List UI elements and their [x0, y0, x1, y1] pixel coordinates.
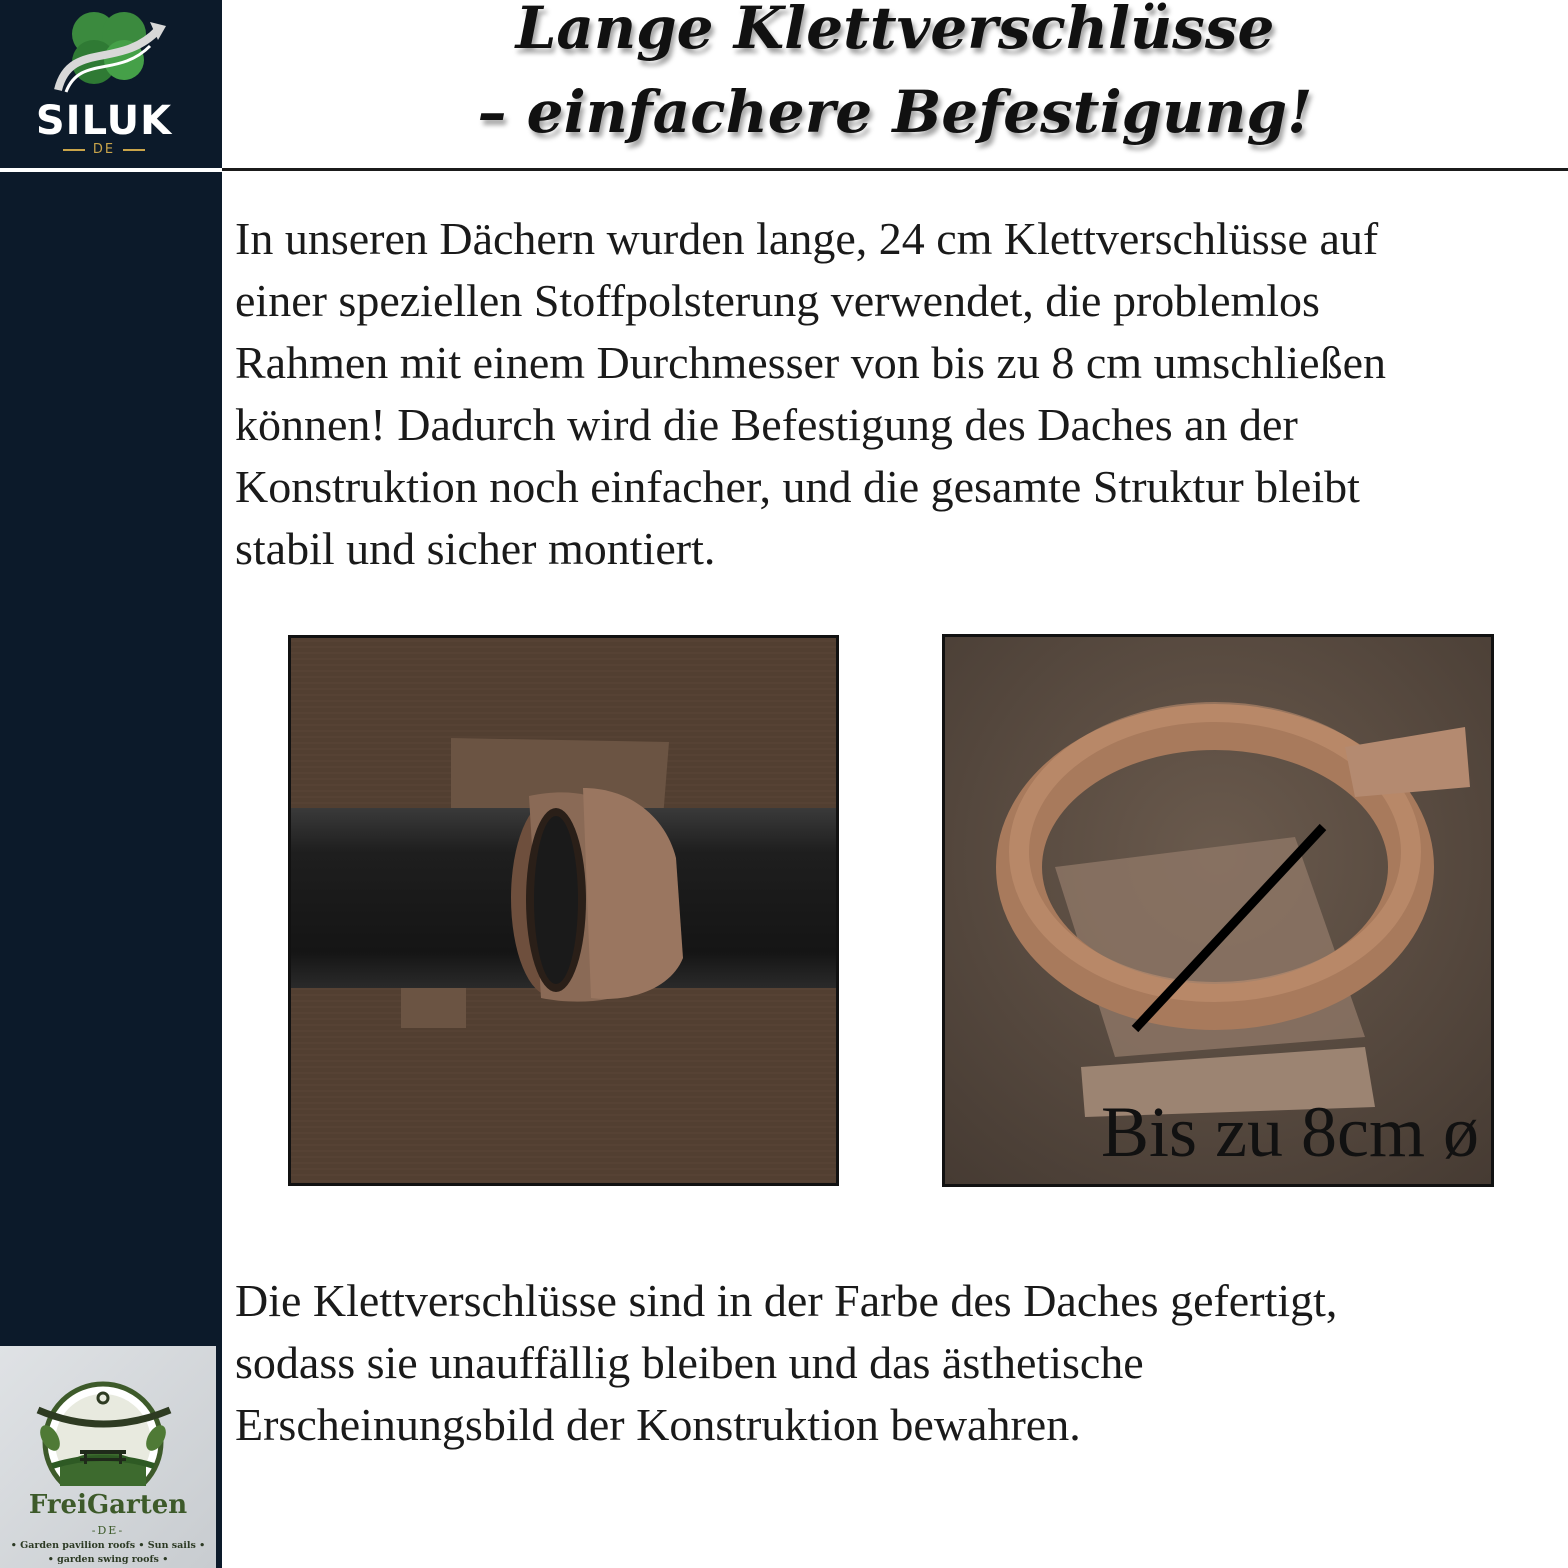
intro-line: Rahmen mit einem Durchmesser von bis zu 8 cm umschließen [235, 337, 1387, 388]
partner-sub: -DE- [91, 1524, 125, 1537]
outro-line: Erscheinungsbild der Konstruktion bewahren. [235, 1399, 1081, 1450]
outro-line: sodass sie unauffällig bleiben und das ästhetische [235, 1337, 1144, 1388]
clover-arrow-icon [0, 0, 222, 110]
intro-line: Konstruktion noch einfacher, und die gesamte Struktur bleibt [235, 461, 1360, 512]
page-title-line-2: – einfachere Befestigung! [477, 78, 1313, 146]
intro-line: stabil und sicher montiert. [235, 523, 716, 574]
header-divider [222, 168, 1568, 171]
partner-tagline-2: • garden swing roofs • [47, 1554, 169, 1565]
siluk-logo [0, 0, 222, 168]
brand-sub [0, 142, 208, 157]
outro-line: Die Klettverschlüsse sind in der Farbe des Daches gefertigt, [235, 1275, 1338, 1326]
intro-paragraph [235, 208, 1386, 580]
page-title [222, 0, 1568, 154]
intro-line: einer speziellen Stoffpolsterung verwendet, die problemlos [235, 275, 1320, 326]
sidebar-divider [0, 168, 222, 172]
partner-name: FreiGarten [28, 1490, 188, 1520]
photo-strap-on-pole [288, 635, 839, 1186]
partner-tagline-1: • Garden pavilion roofs • Sun sails • [10, 1540, 206, 1551]
intro-line: können! Dadurch wird die Befestigung des Daches an der [235, 399, 1298, 450]
outro-paragraph [235, 1270, 1337, 1456]
photo-strap-diameter [942, 634, 1494, 1187]
hammock-garden-icon [0, 1346, 216, 1486]
page-title-line-1: Lange Klettverschlüsse [515, 0, 1275, 62]
brand-sub-text: DE [92, 142, 116, 157]
sidebar [0, 0, 222, 1568]
brand-name: SILUK [35, 98, 173, 144]
diameter-caption: Bis zu 8cm ø [1101, 1092, 1479, 1172]
intro-line: In unseren Dächern wurden lange, 24 cm Klettverschlüsse auf [235, 213, 1379, 264]
